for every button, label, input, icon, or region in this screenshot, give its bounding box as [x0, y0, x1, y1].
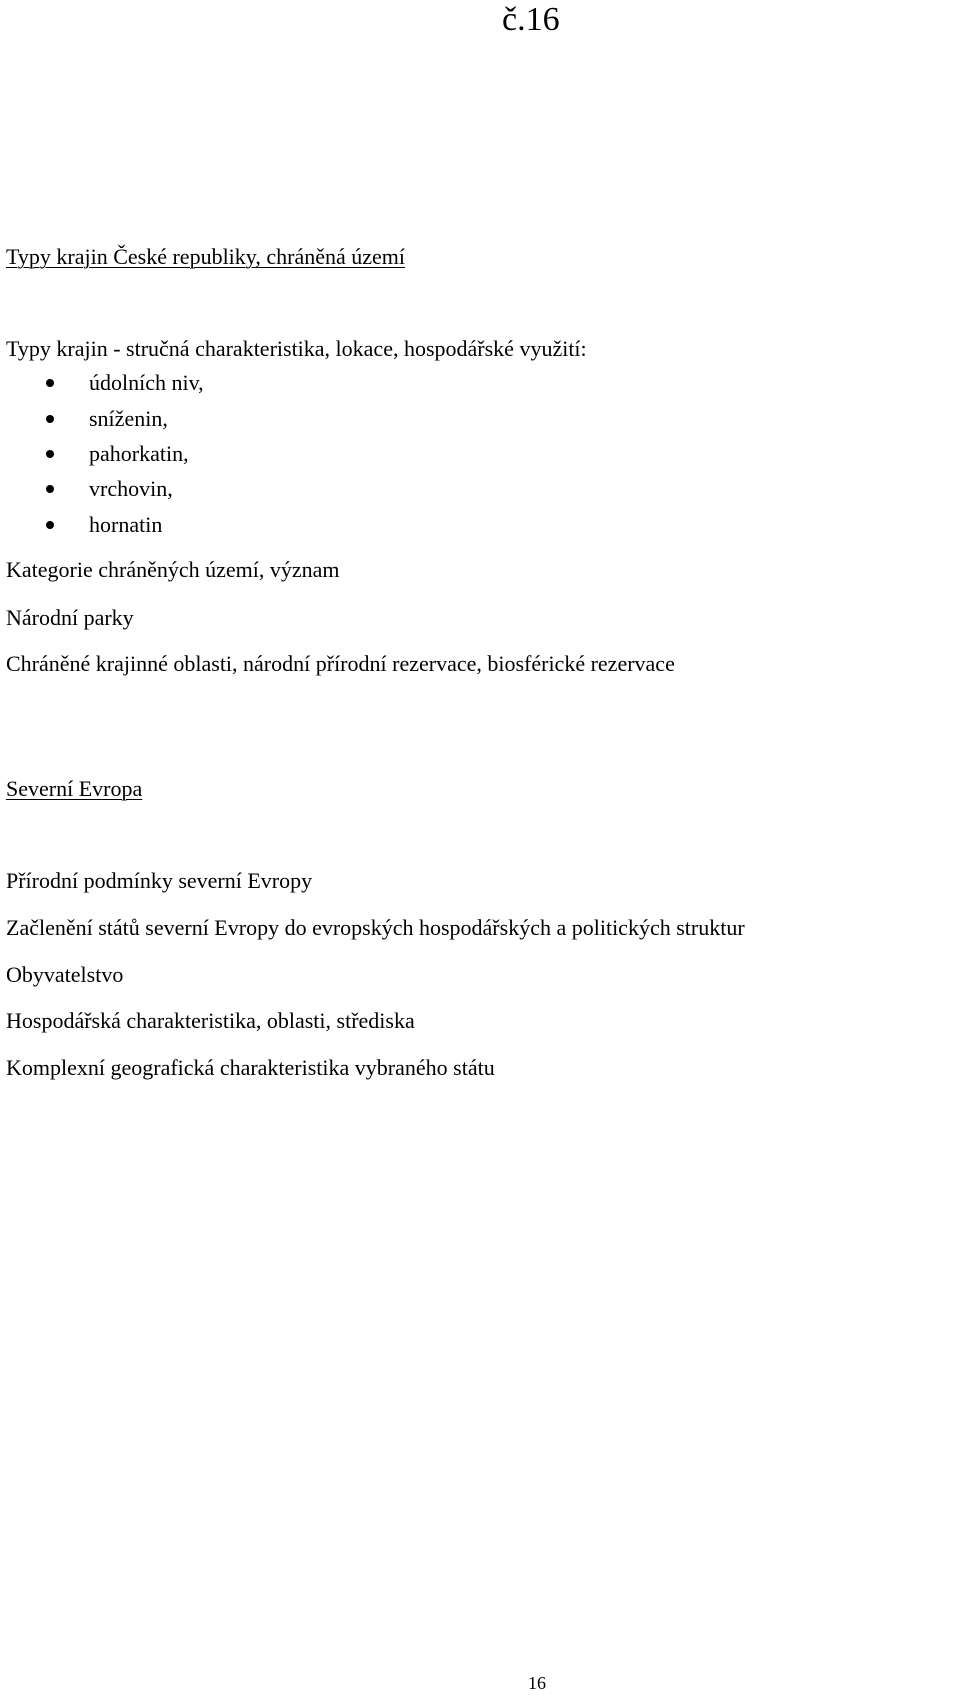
text-line: Začlenění států severní Evropy do evropských hospodářských a politických struktur	[6, 915, 745, 940]
footer-page-number: 16	[528, 1673, 546, 1693]
list-item-text: hornatin	[89, 512, 163, 537]
section-heading-czech-landscapes: Typy krajin České republiky, chráněná území	[6, 244, 406, 269]
list-item-text: vrchovin,	[89, 476, 173, 501]
list-item-text: údolních niv,	[89, 370, 204, 395]
text-line: Národní parky	[6, 605, 134, 630]
bullet-icon	[46, 521, 54, 529]
text-line: Komplexní geografická charakteristika vybraného státu	[6, 1055, 495, 1080]
text-line: Obyvatelstvo	[6, 962, 124, 987]
bullet-icon	[46, 485, 54, 493]
bullet-icon	[46, 415, 54, 423]
bullet-icon	[46, 379, 54, 387]
page-label: č.16	[502, 1, 560, 38]
text-line: Hospodářská charakteristika, oblasti, střediska	[6, 1008, 415, 1033]
text-line: Kategorie chráněných území, význam	[6, 557, 340, 582]
bullet-icon	[46, 450, 54, 458]
list-item-text: sníženin,	[89, 406, 168, 431]
list-item-text: pahorkatin,	[89, 441, 189, 466]
text-line: Přírodní podmínky severní Evropy	[6, 868, 313, 893]
section-heading-northern-europe: Severní Evropa	[6, 776, 143, 801]
text-line: Chráněné krajinné oblasti, národní přírodní rezervace, biosférické rezervace	[6, 651, 675, 676]
intro-line: Typy krajin - stručná charakteristika, lokace, hospodářské využití:	[6, 336, 587, 361]
